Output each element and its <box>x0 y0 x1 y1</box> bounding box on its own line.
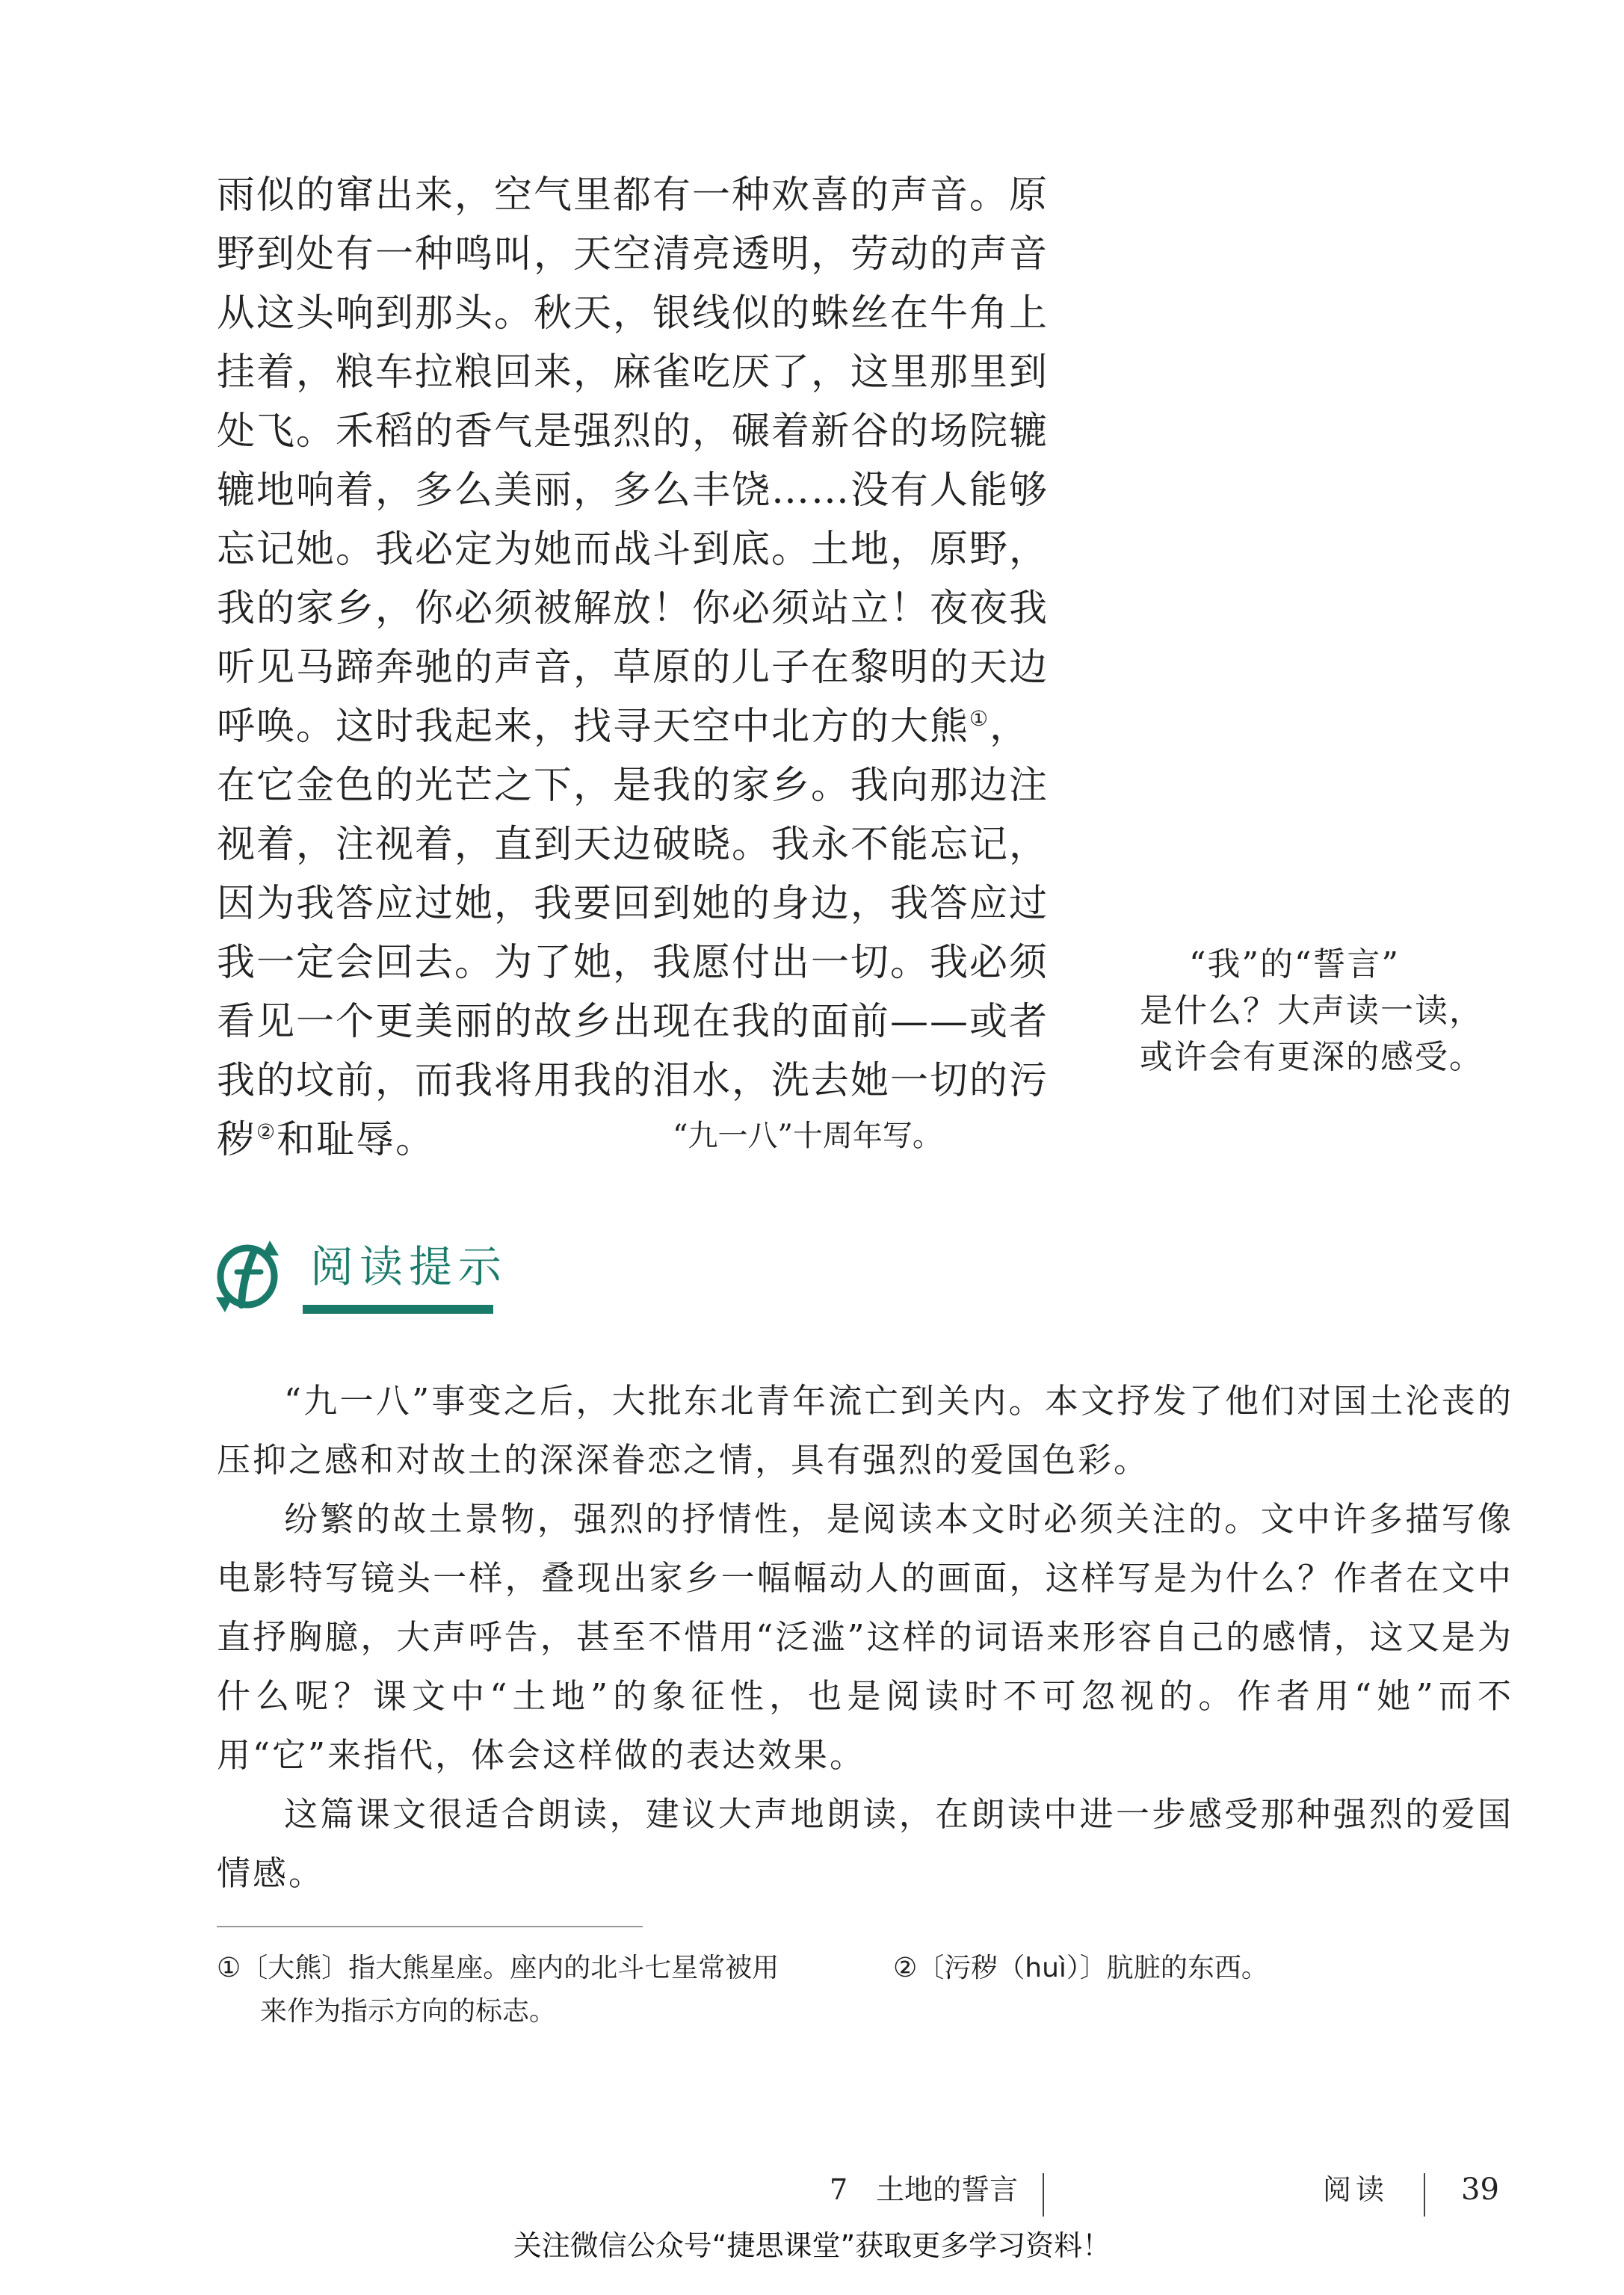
dateline: “九一八”十周年写。 <box>673 1119 942 1153</box>
tips-paragraph-1: “九一八”事变之后，大批东北青年流亡到关内。本文抒发了他们对国土沦丧的压抑之感和对故土的深深眷恋之情，具有强烈的爱国色彩。 <box>217 1381 1513 1480</box>
margin-note-line-2: 是什么？大声读一读， <box>1140 992 1483 1030</box>
main-paragraph <box>217 166 1061 1170</box>
section-label: 阅读 <box>1323 2173 1389 2206</box>
footer-divider <box>1043 2173 1044 2217</box>
footnote-1-line-2: 来作为指示方向的标志。 <box>260 1996 557 2027</box>
main-body-text <box>217 166 1061 1170</box>
margin-note <box>1140 942 1513 1081</box>
footnote-1 <box>217 1947 889 2033</box>
page-footer <box>0 2167 1624 2287</box>
margin-note-line-1: “我”的“誓言” <box>1189 945 1400 983</box>
text-run-2: ，在它金色的光芒之下，是我的家乡。我向那边注视着，注视着，直到天边破晓。我永不能忘记，因为我答应过她，我要回到她的身边，我答应过我一定会回去。为了她，我愿付出一切。我必须看见一个更美丽的故乡出现在我的面前——或者我的坟前，而我将用我的泪水，洗去她一切的污秽 <box>217 705 1049 1162</box>
text-run-3: 和耻辱。 <box>277 1118 436 1162</box>
tips-paragraph-2: 纷繁的故土景物，强烈的抒情性，是阅读本文时必须关注的。文中许多描写像电影特写镜头一样，叠现出家乡一幅幅动人的画面，这样写是为什么？作者在文中直抒胸臆，大声呼告，甚至不惜用“泛滥”这样的词语来形容自己的感情，这又是为什么呢？课文中“土地”的象征性，也是阅读时不可忽视的。作者用“她”而不用“它”来指代，体会这样做的表达效果。 <box>217 1499 1513 1775</box>
rotating-arrow-icon <box>213 1233 282 1319</box>
footnote-mark-2[interactable]: ② <box>256 1119 277 1144</box>
text-run-1: 雨似的窜出来，空气里都有一种欢喜的声音。原野到处有一种鸣叫，天空清亮透明，劳动的声音从这头响到那头。秋天，银线似的蛛丝在牛角上挂着，粮车拉粮回来，麻雀吃厌了，这里那里到处飞。禾稻的香气是强烈的，碾着新谷的场院辘辘地响着，多么美丽，多么丰饶……没有人能够忘记她。我必定为她而战斗到底。土地，原野，我的家乡，你必须被解放！你必须站立！夜夜我听见马蹄奔驰的声音，草原的儿子在黎明的天边呼唤。这时我起来，找寻天空中北方的大熊 <box>217 173 1049 749</box>
page-number: 39 <box>1461 2172 1499 2207</box>
promo-text: 关注微信公众号“捷思课堂”获取更多学习资料！ <box>513 2229 1111 2262</box>
margin-note-line-3: 或许会有更深的感受。 <box>1140 1038 1483 1076</box>
title-underline <box>303 1305 493 1314</box>
footnote-2: ②〔污秽（huì）〕肮脏的东西。 <box>893 1953 1268 1983</box>
footnote-mark-1[interactable]: ① <box>969 706 990 731</box>
reading-tips-body <box>217 1371 1513 1903</box>
footer-divider <box>1424 2173 1425 2217</box>
reading-tips-header <box>213 1233 512 1345</box>
footnote-1-line-1: ①〔大熊〕指大熊星座。座内的北斗七星常被用 <box>217 1953 779 1983</box>
lesson-reference: 7 土地的誓言 <box>830 2173 1019 2206</box>
reading-tips-title: 阅读提示 <box>310 1241 508 1292</box>
tips-paragraph-3: 这篇课文很适合朗读，建议大声地朗读，在朗读中进一步感受那种强烈的爱国情感。 <box>217 1794 1513 1893</box>
footnote-divider <box>217 1926 643 1927</box>
